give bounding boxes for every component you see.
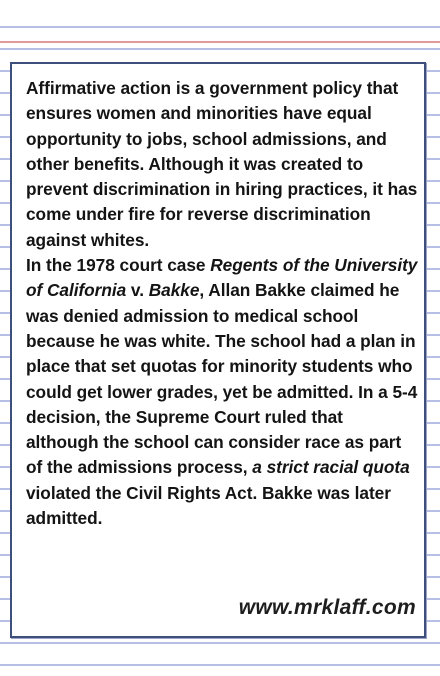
case-body-text: , Allan Bakke claimed he was denied admission to medical school because he was white. The school had a plan in place that set quotas for minority students who could get lower grades, yet be admitted. In a 5-4 decision, the Supreme Court ruled that although the school can consider race as part of the admissions process, [26, 280, 418, 478]
case-defendant-text: Bakke [148, 280, 200, 301]
notebook-margin-line [0, 41, 440, 43]
paragraph-affirmative-action-definition: Affirmative action is a government policy that ensures women and minorities have equal opportunity to jobs, school admissions, and other benefits. Although it was created to prevent discrimination in hiring practices, it has come under fire for reverse discrimination against whites. [26, 78, 418, 250]
card-body-text [26, 76, 420, 531]
paragraph-bakke-case [26, 253, 420, 531]
case-emphasis-text: a strict racial quota [252, 457, 410, 478]
text-card [10, 62, 426, 638]
case-ending-text: violated the Civil Rights Act. Bakke was later admitted. [26, 482, 391, 529]
case-versus-text: v. [126, 280, 149, 301]
case-name-text: Regents of the University of California [26, 255, 418, 301]
website-watermark: www.mrklaff.com [238, 596, 416, 619]
case-intro-text: In the 1978 court case [26, 255, 211, 276]
